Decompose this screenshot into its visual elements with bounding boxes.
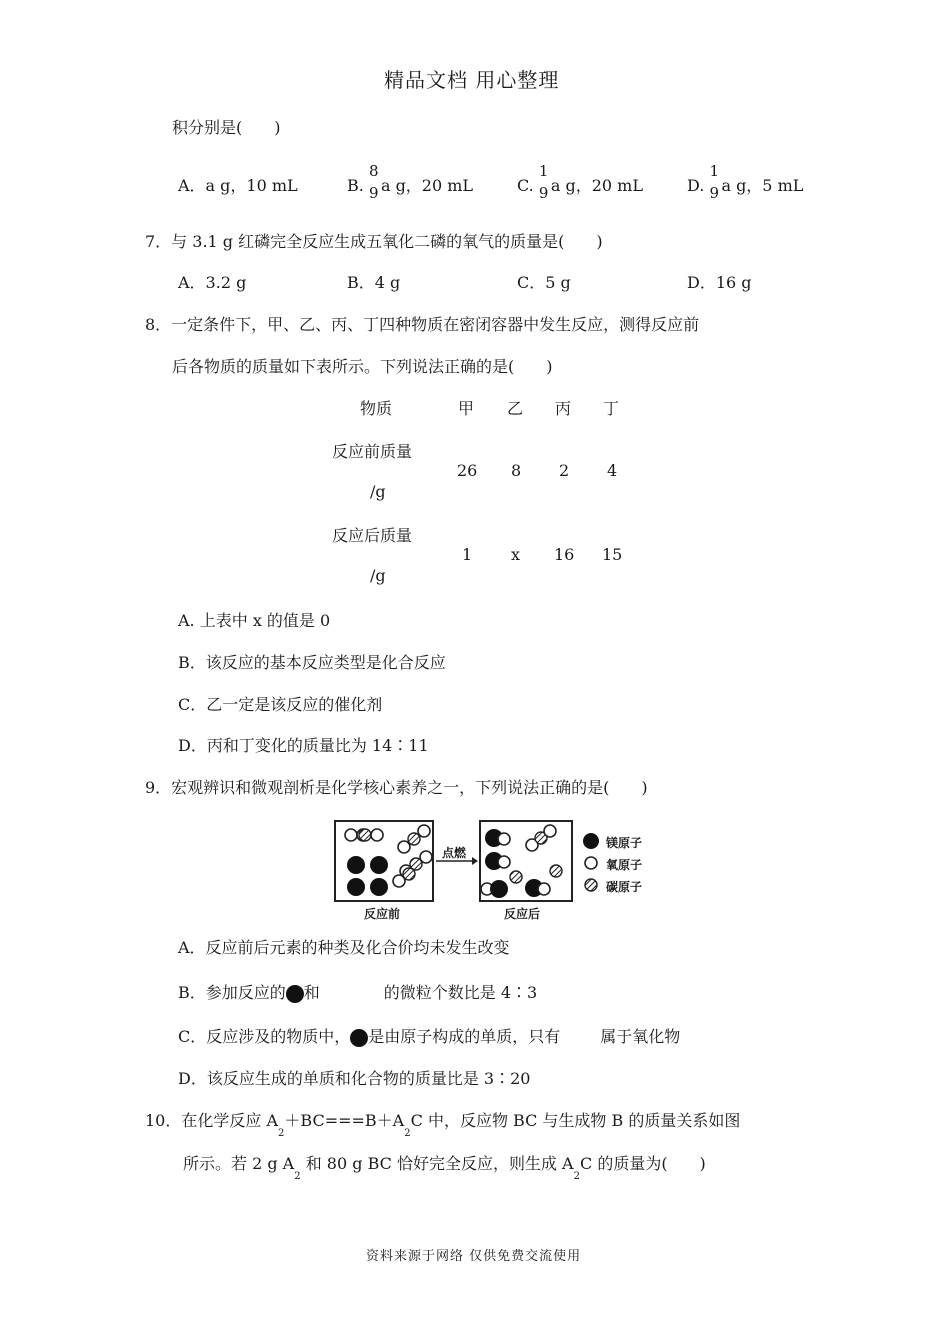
q8-stem-line2: 后各物质的质量如下表所示。下列说法正确的是( ) — [172, 357, 553, 376]
table-row2-yi: x — [511, 545, 521, 564]
mg-atom-icon — [286, 985, 304, 1003]
q7-option-a: A．3.2 g — [178, 273, 247, 292]
q6-option-b-fraction: 8 9 — [368, 161, 379, 202]
q9-option-a: A．反应前后元素的种类及化合价均未发生改变 — [178, 938, 510, 957]
q7-option-b: B．4 g — [347, 273, 401, 292]
q9-option-b — [178, 980, 537, 1003]
q6-option-c — [517, 161, 643, 202]
table-header-bing: 丙 — [555, 399, 572, 418]
q6-option-d — [687, 161, 804, 202]
q10-stem-line2: 所示。若 2 g $A_2$ 和 80 g BC 恰好完全反应，则生成 $A_2C$ 的质量为( ) — [183, 1154, 706, 1182]
q10-stem-line1: 10．在化学反应 $A_2+BC===B+A_2C$ 中，反应物 BC 与生成物 B 的质量关系如图 — [145, 1111, 741, 1139]
q9-option-c — [178, 1024, 680, 1047]
table-header-yi: 乙 — [507, 399, 524, 418]
q9-option-c-end: 属于氧化物 — [600, 1027, 681, 1046]
q9-option-c-pre: C．反应涉及的物质中， — [178, 1027, 351, 1046]
q6-option-d-label: D. — [687, 176, 705, 195]
table-row2-jia: 1 — [462, 545, 473, 564]
table-row1-ding: 4 — [607, 461, 618, 480]
q6-option-b — [347, 161, 474, 202]
q9-option-b-pre: B．参加反应的 — [178, 983, 286, 1002]
table-row1-label: 反应前质量 — [332, 442, 413, 461]
mg-atom-icon — [350, 1029, 368, 1047]
q6-option-b-rest: a g，20 mL — [380, 176, 474, 195]
table-header-jia: 甲 — [458, 399, 475, 418]
arrow-label: 点燃 — [442, 846, 467, 860]
q9-option-d: D．该反应生成的单质和化合物的质量比是 3∶20 — [178, 1069, 531, 1088]
legend-o: 氧原子 — [606, 858, 643, 872]
before-label: 反应前 — [364, 907, 401, 921]
q6-option-d-fraction: 1 9 — [709, 161, 719, 202]
table-row1-bing: 2 — [559, 461, 570, 480]
q6-stem-tail: 积分别是( ) — [172, 118, 281, 137]
q6-option-c-label: C. — [517, 176, 534, 195]
q9-stem: 9．宏观辨识和微观剖析是化学核心素养之一，下列说法正确的是( ) — [145, 778, 648, 797]
page-header: 精品文档 用心整理 — [384, 68, 560, 92]
table-row2-ding: 15 — [602, 545, 623, 564]
q8-option-c: C．乙一定是该反应的催化剂 — [178, 695, 383, 714]
q6-option-b-label: B. — [347, 176, 364, 195]
q9-reaction-diagram — [334, 819, 654, 925]
q8-option-b: B．该反应的基本反应类型是化合反应 — [178, 653, 446, 672]
table-row2-unit: /g — [370, 566, 386, 585]
after-label: 反应后 — [504, 907, 541, 921]
q6-option-c-rest: a g，20 mL — [550, 176, 643, 195]
legend-mg: 镁原子 — [606, 836, 643, 850]
q8-option-d: D．丙和丁变化的质量比为 14∶11 — [178, 736, 429, 755]
table-header-ding: 丁 — [603, 399, 620, 418]
q6-option-d-rest: a g，5 mL — [721, 176, 804, 195]
table-row2-bing: 16 — [554, 545, 575, 564]
table-row1-unit: /g — [370, 482, 386, 501]
q6-option-a: A．a g，10 mL — [178, 176, 298, 195]
q7-option-d: D．16 g — [687, 273, 752, 292]
table-row1-yi: 8 — [511, 461, 522, 480]
q8-stem-line1: 8．一定条件下，甲、乙、丙、丁四种物质在密闭容器中发生反应，测得反应前 — [145, 315, 700, 334]
q7-option-c: C．5 g — [517, 273, 571, 292]
q7-stem: 7．与 3.1 g 红磷完全反应生成五氧化二磷的氧气的质量是( ) — [145, 232, 603, 251]
legend-c: 碳原子 — [606, 880, 643, 894]
table-header-substance: 物质 — [360, 399, 393, 418]
q9-option-c-post: 是由原子构成的单质，只有 — [368, 1027, 561, 1046]
q6-option-c-fraction: 1 9 — [538, 161, 549, 202]
q8-option-a: A. 上表中 x 的值是 0 — [178, 611, 331, 630]
page-footer: 资料来源于网络 仅供免费交流使用 — [366, 1249, 582, 1264]
q9-option-b-post: 的微粒个数比是 4∶3 — [383, 983, 538, 1002]
table-row2-label: 反应后质量 — [332, 526, 413, 545]
q9-option-b-mid: 和 — [303, 983, 320, 1002]
table-row1-jia: 26 — [457, 461, 478, 480]
